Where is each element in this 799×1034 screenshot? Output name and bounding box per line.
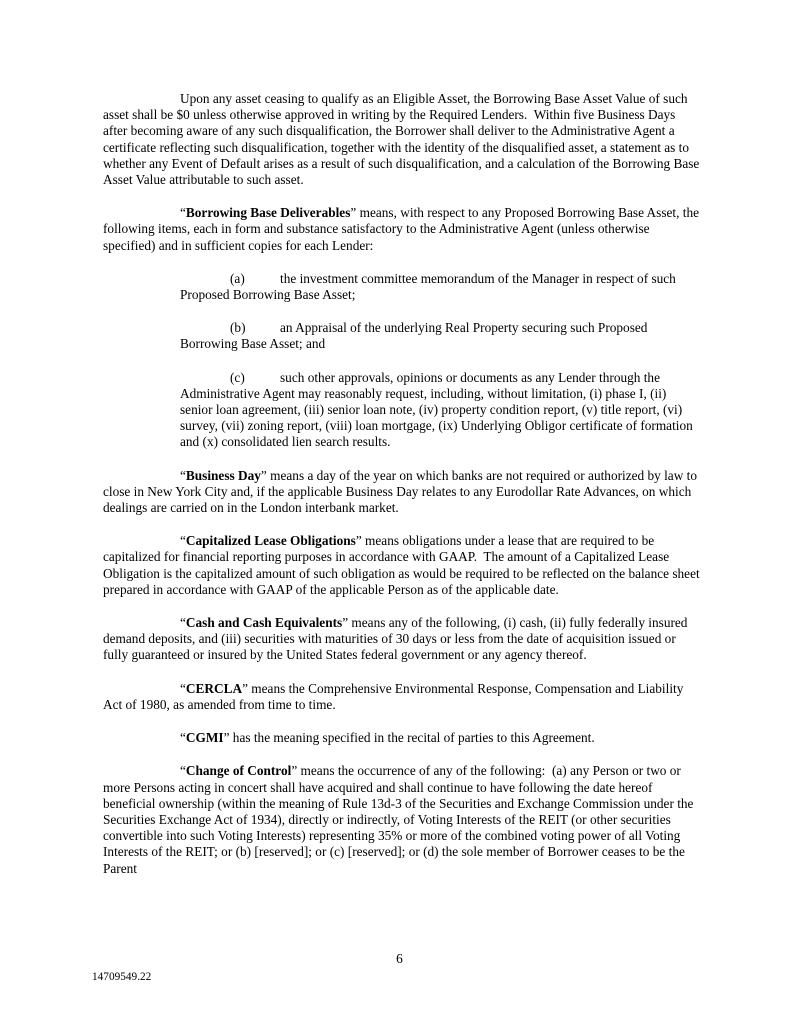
definition-paragraph: “Borrowing Base Deliverables” means, with respect to any Proposed Borrowing Base Asset, the following items, each in form and substance satisfactory to the Administrative Agent (unless otherwise specified) and in sufficient copies for each Lender: xyxy=(103,205,703,253)
sub-paragraph-text: the investment committee memorandum of the Manager in respect of such Proposed Borrowing Base Asset; xyxy=(180,270,680,303)
document-control-number: 14709549.22 xyxy=(92,971,152,983)
page-number: 6 xyxy=(396,951,403,966)
definition-paragraph: “Cash and Cash Equivalents” means any of the following, (i) cash, (ii) fully federally insured demand deposits, and (iii) securities with maturities of 30 days or less from the date of acquisition issued or fully guaranteed or insured by the United States federal government or any agency thereof. xyxy=(103,615,691,663)
defined-term: CERCLA xyxy=(185,680,243,696)
definition-text: means any of the following, (i) cash, (ii) fully federally insured demand deposits, and (iii) securities with maturities of 30 days or less from the date of acquisition issued or fully guaranteed or insured by the United States federal government or any agency thereof. xyxy=(103,615,691,663)
definition-paragraph: “Capitalized Lease Obligations” means obligations under a lease that are required to be capitalized for financial reporting purposes in accordance with GAAP. The amount of a Capitalized Lease Obligation is the capitalized amount of such obligation as would be required to be reflected on the balance sheet prepared in accordance with GAAP of the applicable Person as of the applicable date. xyxy=(103,533,704,597)
definition-text: means obligations under a lease that are required to be capitalized for financial reporting purposes in accordance with GAAP. The amount of a Capitalized Lease Obligation is the capitalized amount of such obligation as would be required to be reflected on the balance sheet prepared in accordance with GAAP of the applicable Person as of the applicable date. xyxy=(103,533,704,597)
defined-term: Capitalized Lease Obligations xyxy=(185,533,356,549)
definition-text: has the meaning specified in the recital of parties to this Agreement. xyxy=(229,730,595,746)
sub-paragraph-label: (c) xyxy=(230,369,245,385)
definition-paragraph: “CGMI” has the meaning specified in the recital of parties to this Agreement. xyxy=(180,730,595,746)
definition-text: means, with respect to any Proposed Borrowing Base Asset, the following items, each in form and substance satisfactory to the Administrative Agent (unless otherwise specified) and in sufficient copies for each Lender: xyxy=(103,205,703,253)
sub-paragraph xyxy=(180,271,700,303)
sub-paragraph-label: (a) xyxy=(230,270,245,286)
definition-paragraph: “Business Day” means a day of the year on which banks are not required or authorized by law to close in New York City and, if the applicable Business Day relates to any Eurodollar Rate Advances, on which dealings are carried on in the London interbank market. xyxy=(103,467,701,516)
definition-paragraph: “CERCLA” means the Comprehensive Environmental Response, Compensation and Liability Act of 1980, as amended from time to time. xyxy=(103,680,686,712)
defined-term: CGMI xyxy=(185,730,224,746)
sub-paragraph-text: such other approvals, opinions or documents as any Lender through the Administrative Agent may reasonably request, including, without limitation, (i) phase I, (ii) senior loan agreement, (iii) senior loan note, (iv) property condition report, (v) title report, (vi) survey, (vii) zoning report, (viii) loan mortgage, (ix) Underlying Obligor certificate of formation and (x) consolidated lien search results. xyxy=(180,369,697,450)
defined-term: Cash and Cash Equivalents xyxy=(185,615,343,631)
sub-paragraph-label: (b) xyxy=(230,320,246,336)
defined-term: Change of Control xyxy=(185,763,292,779)
definition-paragraph: “Change of Control” means the occurrence of any of the following: (a) any Person or two or more Persons acting in concert shall have acquired and shall continue to have following the date hereof beneficial ownership (within the meaning of Rule 13d-3 of the Securities and Exchange Commission under the Securities Exchange Act of 1934), directly or indirectly, of Voting Interests of the REIT (or other securities convertible into such Voting Interests) representing 35% or more of the combined voting power of all Voting Interests of the REIT; or (b) [reserved]; or (c) [reserved]; or (d) the sole member of Borrower ceases to be the Parent xyxy=(103,763,697,876)
definition-text: means the occurrence of any of the following: (a) any Person or two or more Persons acting in concert shall have acquired and shall continue to have following the date hereof beneficial ownership (within the meaning of Rule 13d-3 of the Securities and Exchange Commission under the Securities Exchange Act of 1934), directly or indirectly, of Voting Interests of the REIT (or other securities convertible into such Voting Interests) representing 35% or more of the combined voting power of all Voting Interests of the REIT; or (b) [reserved]; or (c) [reserved]; or (d) the sole member of Borrower ceases to be the Parent xyxy=(103,763,697,876)
sub-paragraph-text: an Appraisal of the underlying Real Property securing such Proposed Borrowing Base Asset; and xyxy=(180,320,651,352)
definition-text: means the Comprehensive Environmental Response, Compensation and Liability Act of 1980, as amended from time to time. xyxy=(103,680,686,712)
definition-text: means a day of the year on which banks are not required or authorized by law to close in New York City and, if the applicable Business Day relates to any Eurodollar Rate Advances, on which dealings are carried on in the London interbank market. xyxy=(103,467,701,516)
defined-term: Borrowing Base Deliverables xyxy=(185,205,351,221)
sub-paragraph xyxy=(180,370,700,451)
body-paragraph-text: Upon any asset ceasing to qualify as an Eligible Asset, the Borrowing Base Asset Value of such asset shall be $0 unless otherwise approved in writing by the Required Lenders. Within five Business Days after becoming aware of any such disqualification, the Borrower shall deliver to the Administrative Agent a certificate reflecting such disqualification, together with the identity of the disqualified asset, a statement as to whether any Event of Default arises as a result of such disqualification, and a calculation of the Borrowing Base Asset Value attributable to such asset. xyxy=(103,91,702,188)
sub-paragraph xyxy=(180,320,700,352)
body-paragraph xyxy=(103,91,700,188)
defined-term: Business Day xyxy=(185,467,261,483)
document-body xyxy=(103,91,704,894)
